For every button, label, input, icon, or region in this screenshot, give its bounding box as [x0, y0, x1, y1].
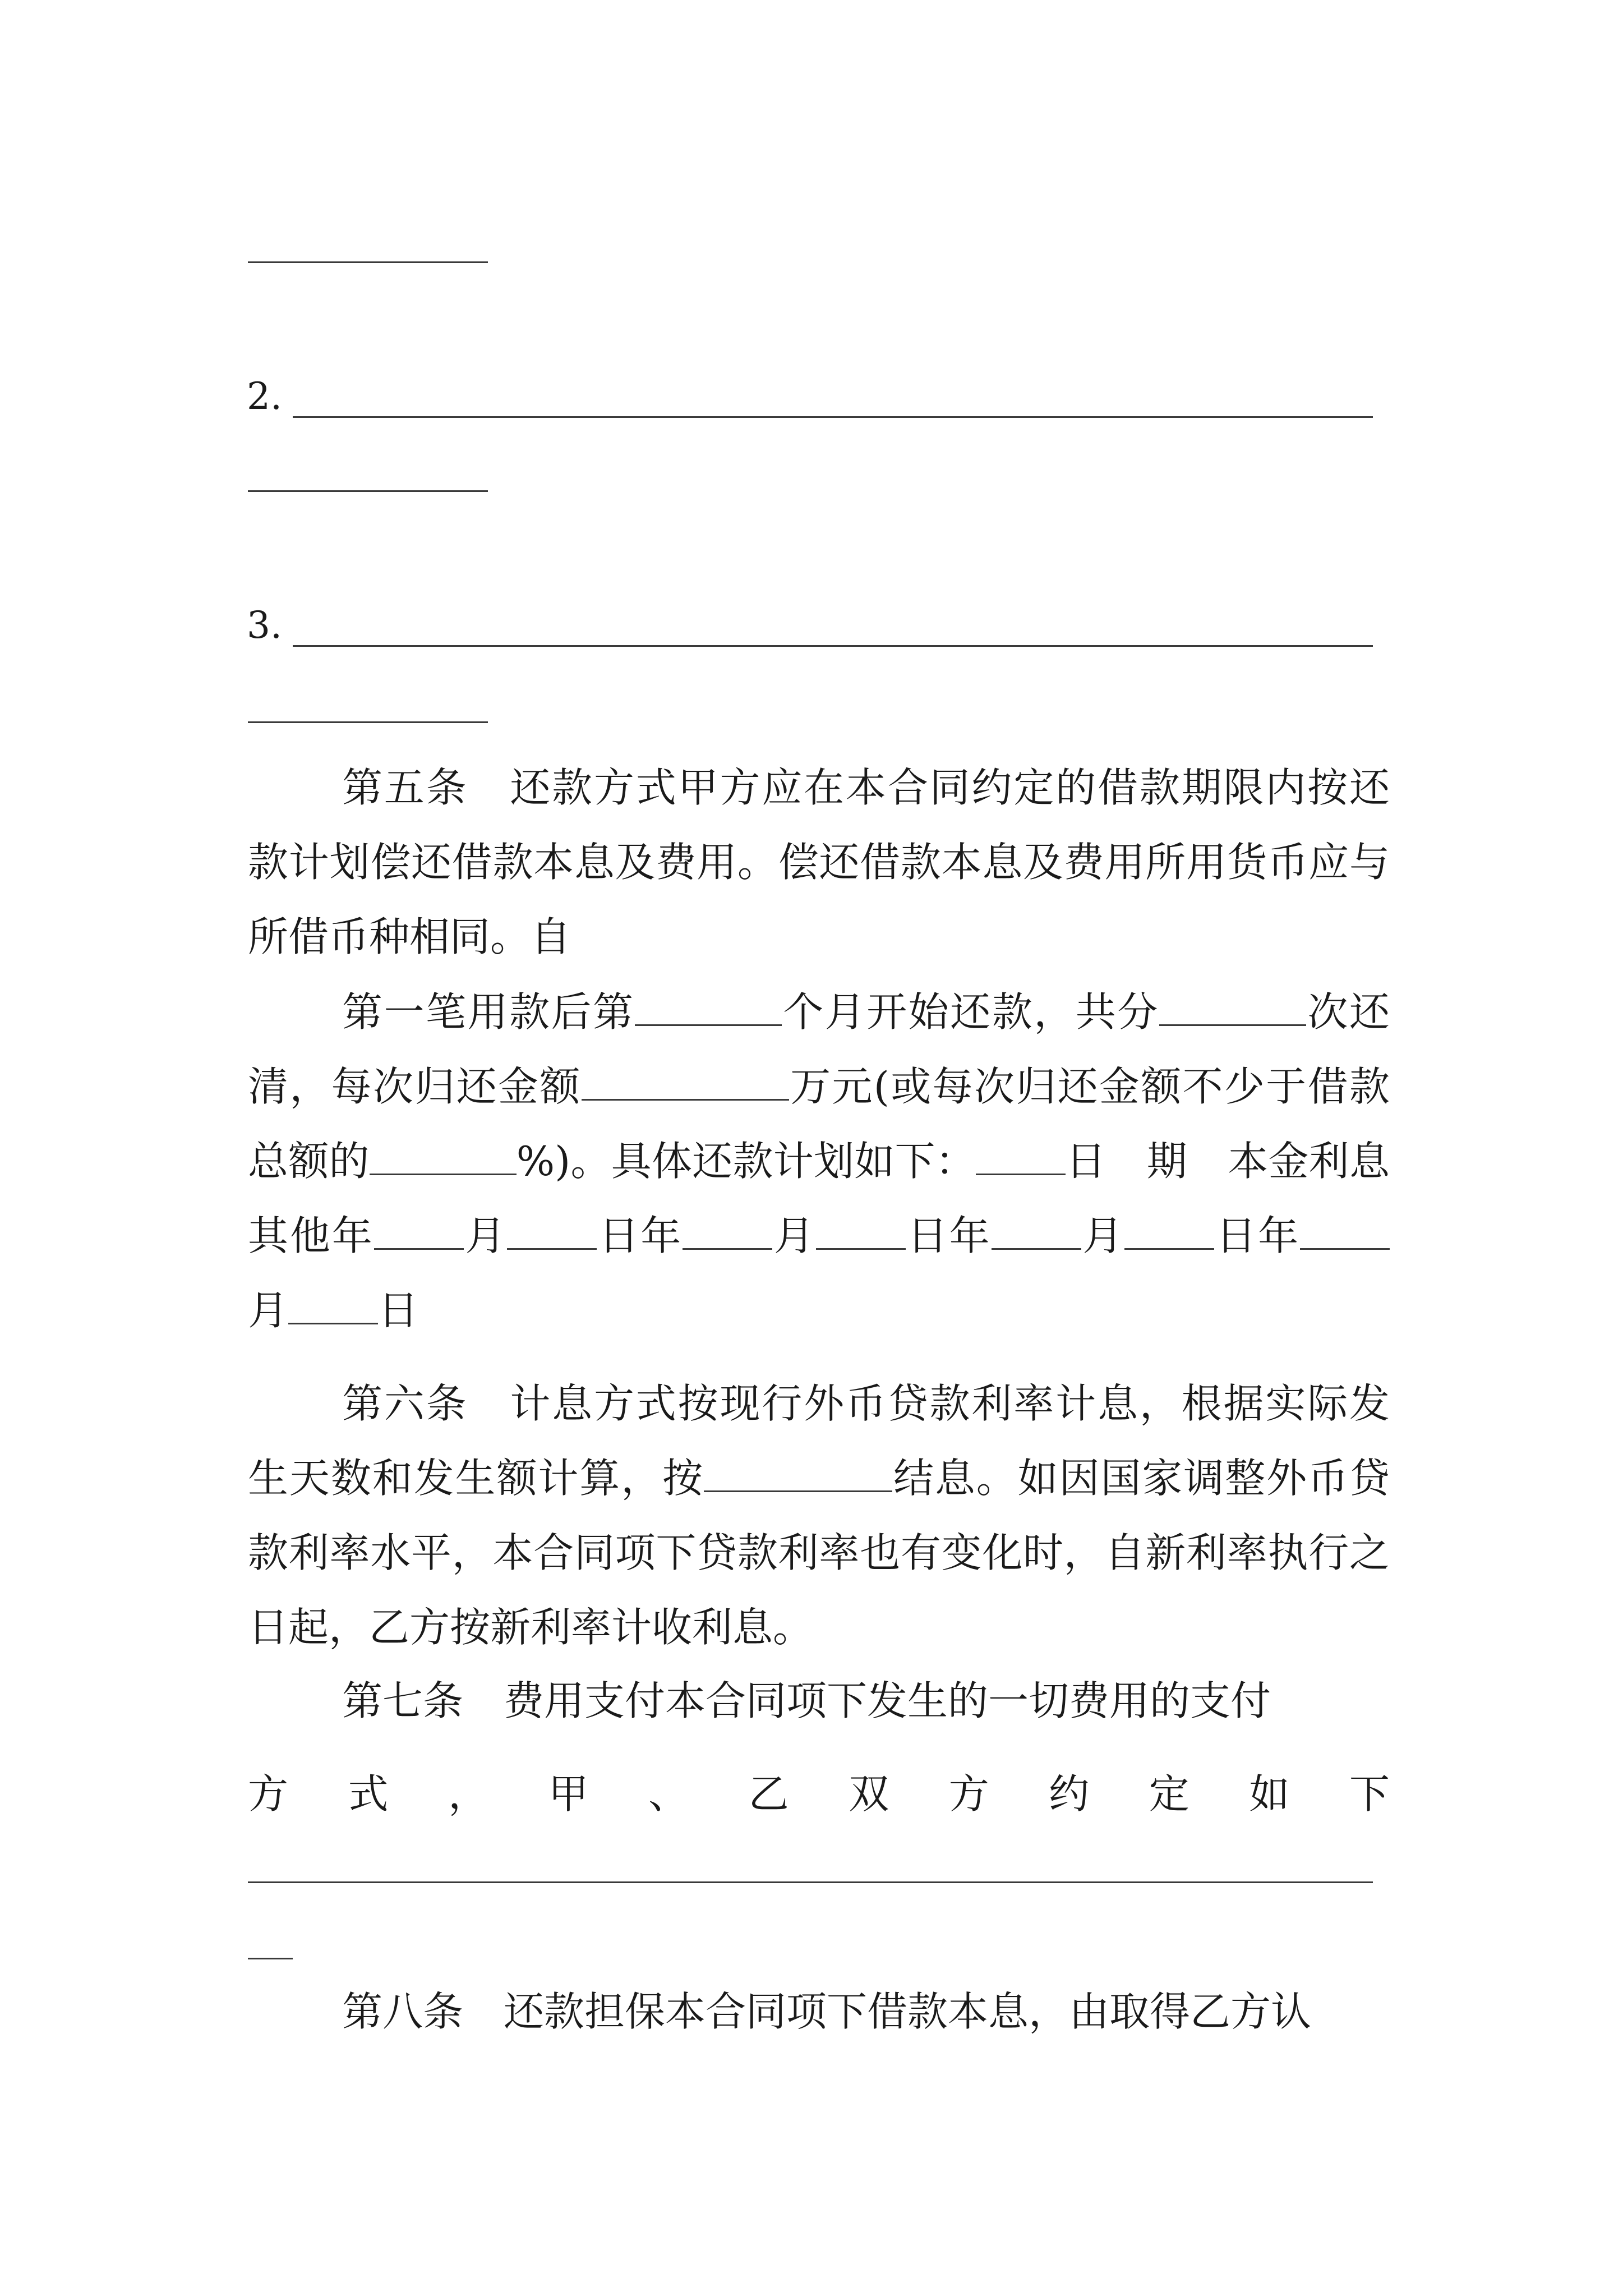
plan-text: 日 期 本金利息其他年: [248, 1138, 1390, 1259]
blank-date[interactable]: [507, 1212, 597, 1250]
article-6-paragraph: [248, 1366, 1390, 1665]
fill-line: [248, 1881, 1373, 1883]
article-8-paragraph: [248, 1975, 1390, 2049]
fill-line: [248, 721, 488, 723]
blank-date[interactable]: [1124, 1212, 1214, 1250]
article-7-paragraph: [248, 1664, 1390, 1738]
list-number-3: 3.: [247, 604, 282, 647]
plan-text: %)。具体还款计划如下：: [516, 1138, 976, 1185]
blank-date[interactable]: [992, 1212, 1081, 1250]
plan-text: 次还清，每次归还金额: [248, 988, 1390, 1110]
plan-text: 月: [772, 1212, 816, 1259]
spread-char: 约: [1049, 1770, 1090, 1818]
spread-char: 、: [648, 1770, 689, 1818]
plan-text: 日: [378, 1287, 419, 1334]
fill-line: [248, 1958, 293, 1959]
fill-line: [248, 490, 488, 492]
spread-char: 下: [1349, 1770, 1390, 1818]
spread-char: 式: [348, 1770, 389, 1818]
repayment-plan-paragraph: [248, 975, 1390, 1348]
spread-char: ，: [448, 1770, 489, 1818]
blank-date[interactable]: [683, 1212, 772, 1250]
article-7-text: 第七条 费用支付本合同项下发生的一切费用的支付: [342, 1677, 1271, 1724]
fill-line: [293, 645, 1373, 647]
plan-text: 日年: [597, 1212, 683, 1259]
article-8-text: 第八条 还款担保本合同项下借款本息，由取得乙方认: [342, 1988, 1312, 2035]
spread-char: 双: [849, 1770, 889, 1818]
article-6-text: 第六条 计息方式按现行外币贷款利率计息，根据实际发生天数和发生额计算，按: [248, 1380, 1390, 1502]
article-6-text: 结息。如因国家调整外币贷款利率水平，本合同项下贷款利率也有变化时，自新利率执行之日起，乙方按新利率计收利息。: [248, 1455, 1390, 1651]
spread-char: 甲: [548, 1770, 589, 1818]
plan-text: 第一笔用款后第: [342, 988, 635, 1036]
blank-settlement[interactable]: [704, 1455, 892, 1492]
plan-text: 日年: [1214, 1212, 1300, 1259]
spread-char: 乙: [748, 1770, 789, 1818]
spread-char: 定: [1149, 1770, 1189, 1818]
plan-text: 月: [463, 1212, 508, 1259]
article-5-paragraph: [248, 751, 1390, 974]
list-number-2: 2.: [247, 375, 282, 418]
blank-date[interactable]: [816, 1212, 906, 1250]
plan-text: 月: [1081, 1212, 1125, 1259]
blank-date[interactable]: [1300, 1212, 1390, 1250]
blank-date[interactable]: [374, 1212, 464, 1250]
blank-date[interactable]: [288, 1287, 378, 1324]
spread-char: 方: [948, 1770, 989, 1818]
blank-percent[interactable]: [370, 1138, 517, 1175]
plan-text: 日年: [905, 1212, 992, 1259]
plan-text: 万元(或每次归还金额不少于借款总额的: [248, 1063, 1390, 1185]
blank-date[interactable]: [976, 1138, 1066, 1175]
blank-times[interactable]: [1159, 988, 1306, 1026]
blank-amount[interactable]: [582, 1063, 789, 1101]
fill-line: [293, 416, 1373, 418]
article-5-text: 第五条 还款方式甲方应在本合同约定的借款期限内按还款计划偿还借款本息及费用。偿还借款本息及费用所用货币应与所借币种相同。自: [248, 764, 1390, 960]
article-7-spread-line: [248, 1770, 1390, 1818]
plan-text: 个月开始还款，共分: [781, 988, 1159, 1036]
spread-char: 如: [1249, 1770, 1290, 1818]
spread-char: 方: [248, 1770, 289, 1818]
plan-text: 月: [248, 1287, 289, 1334]
blank-months[interactable]: [635, 988, 782, 1026]
fill-line: [248, 261, 488, 263]
